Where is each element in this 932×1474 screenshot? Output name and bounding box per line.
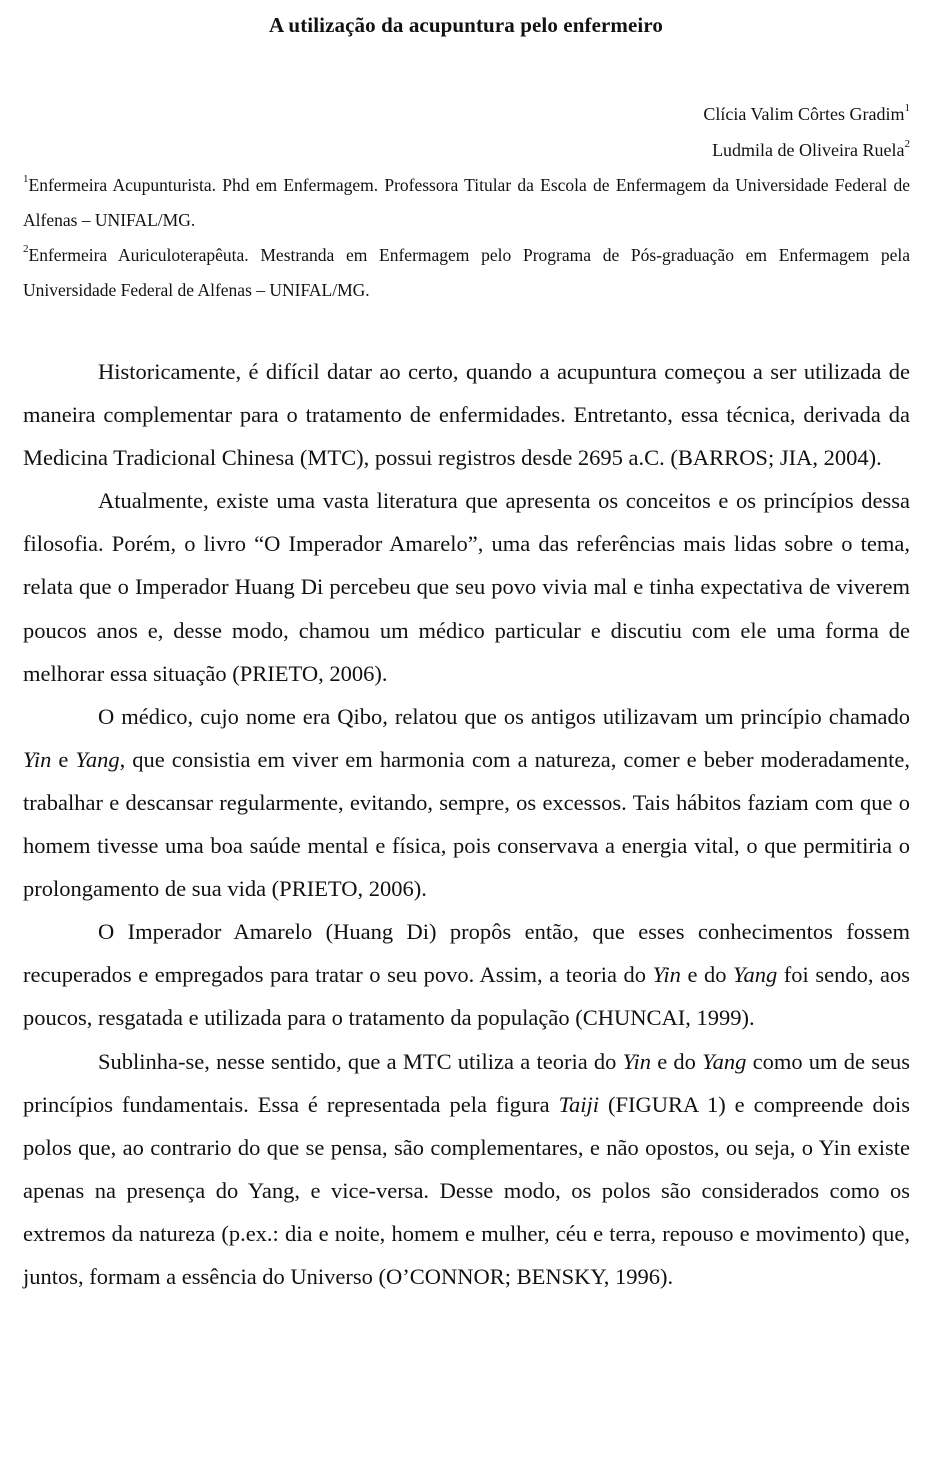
paragraph: Atualmente, existe uma vasta literatura que apresenta os conceitos e os princípios dessa filosofia. Porém, o livro “O Imperador Amarelo”, uma das referências mais lidas sobre o tema, relata que o Imperador Huang Di percebeu que seu povo vivia mal e tinha expectativa de viverem poucos anos e, desse modo, chamou um médico particular e discutiu com ele uma forma de melhorar essa situação (PRIETO, 2006).	[23, 488, 910, 686]
document-title: A utilização da acupuntura pelo enfermeiro	[268, 13, 664, 37]
body-text	[23, 350, 910, 1298]
affiliation: $^2$Enfermeira Auriculoterapêuta. Mestranda em Enfermagem pelo Programa de Pós-graduação em Enfermagem pela Universidade Federal de Alfenas – UNIFAL/MG.	[23, 243, 910, 300]
paragraph: O Imperador Amarelo (Huang Di) propôs então, que esses conhecimentos fossem recuperados e empregados para tratar o seu povo. Assim, a teoria do Yin e do Yang foi sendo, aos poucos, resgatada e utilizada para o tratamento da população (CHUNCAI, 1999).	[23, 919, 910, 1031]
paragraph: Sublinha-se, nesse sentido, que a MTC utiliza a teoria do Yin e do Yang como um de seus princípios fundamentais. Essa é representada pela figura Taiji (FIGURA 1) e compreende dois polos que, ao contrario do que se pensa, são complementares, e não opostos, ou seja, o Yin existe apenas na presença do Yang, e vice-versa. Desse modo, os polos são considerados como os extremos da natureza (p.ex.: dia e noite, homem e mulher, céu e terra, repouso e movimento) que, juntos, formam a essência do Universo (O’CONNOR; BENSKY, 1996).	[23, 1048, 910, 1289]
paragraph: Historicamente, é difícil datar ao certo, quando a acupuntura começou a ser utilizada de maneira complementar para o tratamento de enfermidades. Entretanto, essa técnica, derivada da Medicina Tradicional Chinesa (MTC), possui registros desde 2695 a.C. (BARROS; JIA, 2004).	[23, 359, 910, 471]
author: Ludmila de Oliveira Ruela$^2$	[712, 138, 910, 160]
paragraph: O médico, cujo nome era Qibo, relatou que os antigos utilizavam um princípio chamado Yin e Yang, que consistia em viver em harmonia com a natureza, comer e beber moderadamente, trabalhar e descansar regularmente, evitando, sempre, os excessos. Tais hábitos faziam com que o homem tivesse uma boa saúde mental e física, pois conservava a energia vital, o que permitiria o prolongamento de sua vida (PRIETO, 2006).	[23, 703, 910, 902]
affiliations	[23, 168, 910, 308]
author: Clícia Valim Côrtes Gradim$^1$	[703, 102, 910, 124]
affiliation: $^1$Enfermeira Acupunturista. Phd em Enfermagem. Professora Titular da Escola de Enfermagem da Universidade Federal de Alfenas – UNIFAL/MG.	[23, 173, 910, 230]
author-list	[703, 96, 910, 168]
